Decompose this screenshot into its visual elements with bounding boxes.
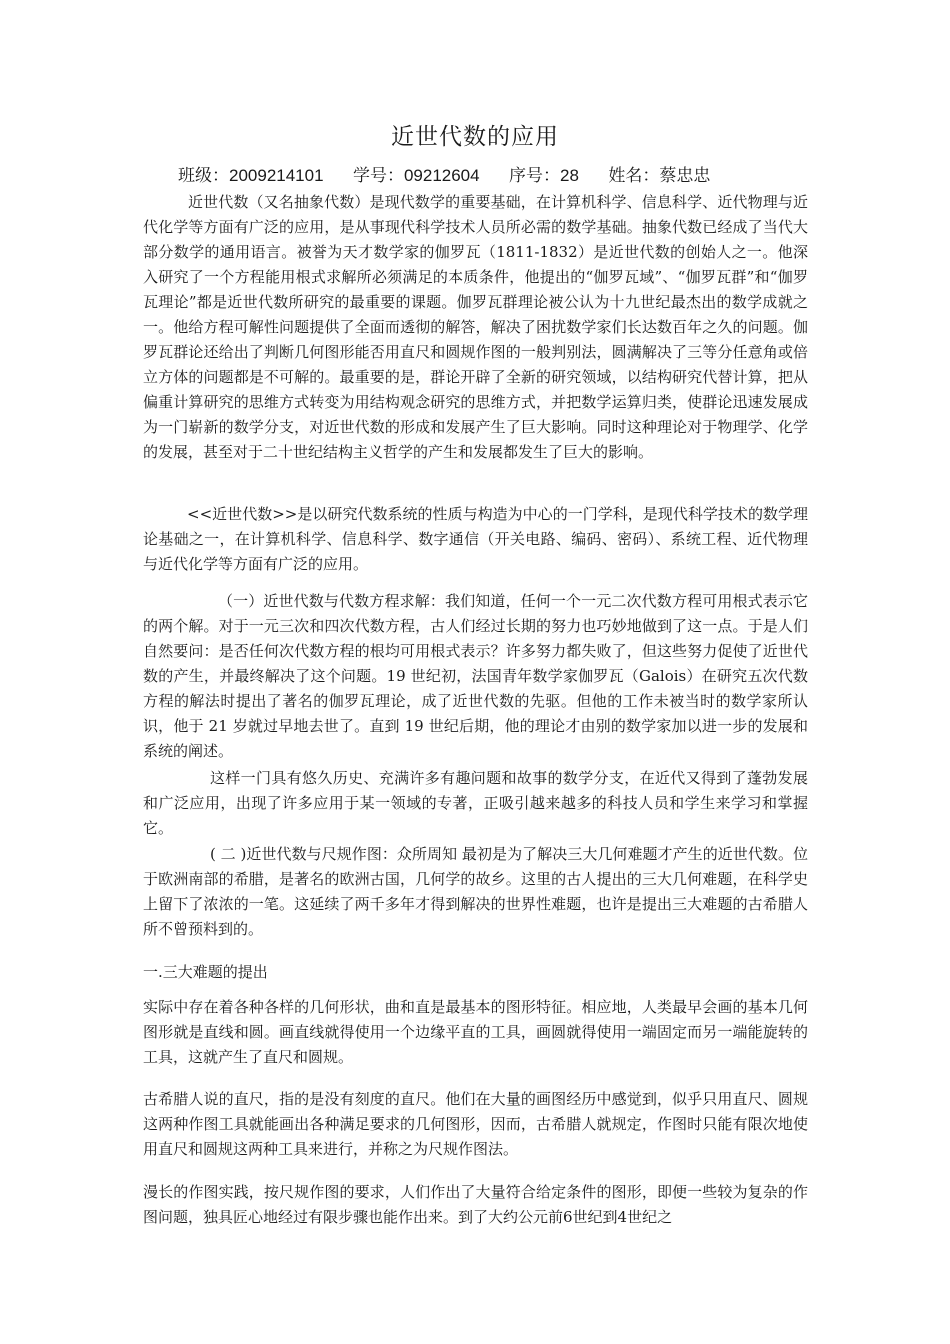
paragraph-practice [143,1180,808,1230]
student-id-label: 学号： [352,166,404,186]
paragraph-history [143,766,808,841]
student-info-line [178,161,710,186]
heading-text: 一.三大难题的提出 [143,963,268,981]
paragraph-section-two [143,842,808,942]
page-title: 近世代数的应用 [391,124,559,150]
seq-value: 28 [560,166,579,185]
paragraph-text: 这样一门具有悠久历史、充满许多有趣问题和故事的数学分支，在近代又得到了蓬勃发展和广泛应用，出现了许多应用于某一领域的专著，正吸引越来越多的科技人员和学生来学习和掌握它。 [143,769,808,837]
paragraph-text: <<近世代数>>是以研究代数系统的性质与构造为中心的一门学科，是现代科学技术的数学理论基础之一，在计算机科学、信息科学、数字通信（开关电路、编码、密码）、系统工程、近代物理与近代化学等方面有广泛的应用。 [143,505,808,573]
paragraph-text: 漫长的作图实践，按尺规作图的要求，人们作出了大量符合给定条件的图形，即便一些较为复杂的作图问题，独具匠心地经过有限步骤也能作出来。到了大约公元前6世纪到4世纪之 [143,1183,808,1226]
class-value: 2009214101 [229,166,324,185]
seq-label: 序号： [509,166,560,186]
paragraph-text: 实际中存在着各种各样的几何形状，曲和直是最基本的图形特征。相应地，人类最早会画的基本几何图形就是直线和圆。画直线就得使用一个边缘平直的工具，画圆就得使用一端固定而另一端能旋转的工具，这就产生了直尺和圆规。 [143,998,808,1066]
student-id-value: 09212604 [403,166,480,185]
paragraph-definition [143,502,808,577]
paragraph-section-one [143,589,808,764]
paragraph-ruler [143,1087,808,1162]
paragraph-text: （一）近世代数与代数方程求解：我们知道，任何一个一元二次代数方程可用根式表示它的两个解。对于一元三次和四次代数方程，古人们经过长期的努力也巧妙地做到了这一点。于是人们自然要问：是否任何次代数方程的根均可用根式表示？许多努力都失败了，但这些努力促使了近世代数的产生，并最终解决了这个问题。19 世纪初，法国青年数学家伽罗瓦（Galois）在研究五次代数方程的解法时提出了著名的伽罗瓦理论，成了近世代数的先驱。但他的工作未被当时的数学家所认识，他于 21 岁就过早地去世了。直到 19 世纪后期，他的理论才由别的数学家加以进一步的发展和系统的阐述。 [143,592,808,760]
class-label: 班级： [178,166,229,186]
paragraph-shapes [143,995,808,1070]
paragraph-text: ( 二 )近世代数与尺规作图：众所周知 最初是为了解决三大几何难题才产生的近世代数。位于欧洲南部的希腊，是著名的欧洲古国，几何学的故乡。这里的古人提出的三大几何难题，在科学史上留下了浓浓的一笔。这延续了两千多年才得到解决的世界性难题，也许是提出三大难题的古希腊人所不曾预料到的。 [143,845,808,938]
paragraph-text: 古希腊人说的直尺，指的是没有刻度的直尺。他们在大量的画图经历中感觉到，似乎只用直尺、圆规这两种作图工具就能画出各种满足要求的几何图形，因而，古希腊人就规定，作图时只能有限次地使用直尺和圆规这两种工具来进行，并称之为尺规作图法。 [143,1090,808,1158]
paragraph-intro [143,190,808,465]
paragraph-text: 近世代数（又名抽象代数）是现代数学的重要基础，在计算机科学、信息科学、近代物理与近代化学等方面有广泛的应用，是从事现代科学技术人员所必需的数学基础。抽象代数已经成了当代大部分数学的通用语言。被誉为天才数学家的伽罗瓦（1811-1832）是近世代数的创始人之一。他深入研究了一个方程能用根式求解所必须满足的本质条件，他提出的“伽罗瓦域”、“伽罗瓦群”和“伽罗瓦理论”都是近世代数所研究的最重要的课题。伽罗瓦群理论被公认为十九世纪最杰出的数学成就之一。他给方程可解性问题提供了全面而透彻的解答，解决了困扰数学家们长达数百年之久的问题。伽罗瓦群论还给出了判断几何图形能否用直尺和圆规作图的一般判别法，圆满解决了三等分任意角或倍立方体的问题都是不可解的。最重要的是，群论开辟了全新的研究领域，以结构研究代替计算，把从偏重计算研究的思维方式转变为用结构观念研究的思维方式，并把数学运算归类，使群论迅速发展成为一门崭新的数学分支，对近世代数的形成和发展产生了巨大影响。同时这种理论对于物理学、化学的发展，甚至对于二十世纪结构主义哲学的产生和发展都发生了巨大的影响。 [143,193,808,461]
name-label: 姓名： [608,166,660,186]
section-heading [143,960,808,985]
name-value: 蔡忠忠 [659,166,711,186]
